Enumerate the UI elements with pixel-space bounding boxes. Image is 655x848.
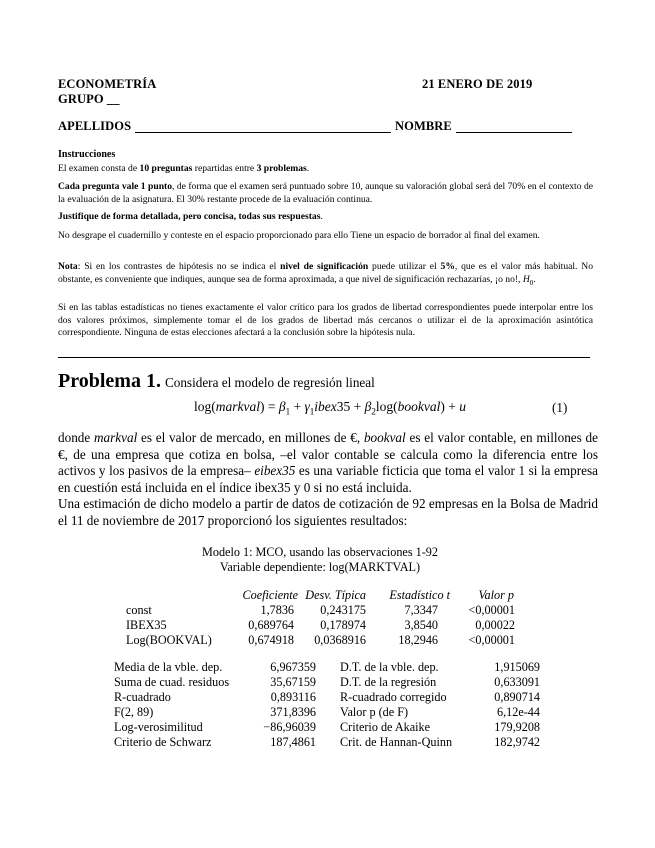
col-header: Coeficiente xyxy=(242,588,298,602)
model-dependent: Variable dependiente: log(MARKTVAL) xyxy=(219,560,421,574)
col-header: Estadístico t xyxy=(389,588,450,602)
problem-paragraph-1: donde markval es el valor de mercado, en millones de €, bookval es el valor contable, en millones de €, de una empresa que cotiza en bolsa, –el valor contable se calcula como la diferencia entre los activos y los pasivos de la empresa– eibex35 es una variable ficticia que toma el valor 1 si la empresa en cuestión está incluida en el índice ibex35 y 0 si no está incluida. xyxy=(58,430,598,495)
coef-variable: IBEX35 xyxy=(126,618,167,632)
coef-se: 0,243175 xyxy=(320,603,366,617)
coef-value: 1,7836 xyxy=(260,603,294,617)
stat-label: Log-verosimilitud xyxy=(114,720,203,734)
section-divider xyxy=(58,357,590,358)
problem-title: Problema 1. xyxy=(58,370,161,392)
regression-equation: log(markval) = $\beta_1$ + $\gamma_1ibex35$ + $\beta_2\log(bookval) + u$ xyxy=(194,399,467,417)
coef-t: 3,8540 xyxy=(404,618,438,632)
stat-label: R-cuadrado xyxy=(114,690,171,704)
coef-variable: Log(BOOKVAL) xyxy=(126,633,212,647)
name-field[interactable] xyxy=(456,132,572,133)
stat-label: F(2, 89) xyxy=(114,705,154,719)
stat-label: D.T. de la regresión xyxy=(340,675,437,689)
coef-value: 0,689764 xyxy=(248,618,294,632)
coef-variable: const xyxy=(126,603,152,617)
instructions-p3: Justifique de forma detallada, pero concisa, todas sus respuestas. xyxy=(58,211,323,222)
instructions-title: Instrucciones xyxy=(58,149,116,160)
instructions-p1: El examen consta de 10 preguntas repartidas entre 3 problemas. xyxy=(58,163,310,174)
stat-label: Crit. de Hannan-Quinn xyxy=(340,735,453,749)
coef-t: 7,3347 xyxy=(404,603,438,617)
stat-value: 35,67159 xyxy=(270,675,316,689)
col-header: Valor p xyxy=(478,588,514,602)
stat-value: 0,890714 xyxy=(494,690,540,704)
stat-value: 6,12e-44 xyxy=(497,705,540,719)
problem-intro: Considera el modelo de regresión lineal xyxy=(164,375,375,390)
stat-label: D.T. de la vble. dep. xyxy=(340,660,439,674)
problem-paragraph-2: Una estimación de dicho modelo a partir de datos de cotización de 92 empresas en la Bolsa de Madrid el 11 de noviembre de 2017 proporcionó los siguientes resultados: xyxy=(58,496,598,528)
surname-label: APELLIDOS xyxy=(58,119,132,133)
stat-label: Valor p (de F) xyxy=(340,705,409,719)
coef-p: 0,00022 xyxy=(475,618,515,632)
stat-value: 1,915069 xyxy=(494,660,540,674)
coef-p: <0,00001 xyxy=(468,633,515,647)
stat-value: −86,96039 xyxy=(263,720,316,734)
instructions-p5: Nota: Si en los contrastes de hipótesis no se indica el nivel de significación puede utilizar el 5%, que es el valor más habitual. No obstante, es conveniente que indiques, aunque sea de forma aproximada, a que nivel de significación rechazarías, ¡o no!, $H_0$. xyxy=(58,261,593,287)
coef-t: 18,2946 xyxy=(398,633,438,647)
exam-date: 21 ENERO DE 2019 xyxy=(422,77,533,91)
stat-label: Criterio de Schwarz xyxy=(114,735,212,749)
stat-value: 187,4861 xyxy=(270,735,316,749)
course-title: ECONOMETRÍA xyxy=(58,77,157,91)
stat-value: 182,9742 xyxy=(494,735,540,749)
stat-value: 371,8396 xyxy=(270,705,316,719)
coef-se: 0,0368916 xyxy=(314,633,366,647)
stat-value: 6,967359 xyxy=(270,660,316,674)
stat-label: Criterio de Akaike xyxy=(340,720,431,734)
stat-label: Media de la vble. dep. xyxy=(114,660,223,674)
model-title: Modelo 1: MCO, usando las observaciones 1-92 xyxy=(202,545,438,559)
stat-label: Suma de cuad. residuos xyxy=(114,675,230,689)
group-label: GRUPO __ xyxy=(58,92,120,106)
surname-field[interactable] xyxy=(135,132,391,133)
stat-value: 0,893116 xyxy=(270,690,316,704)
instructions-p2: Cada pregunta vale 1 punto, de forma que el examen será puntuado sobre 10, aunque su valoración global será del 70% en el contexto de la evaluación de la asignatura. El 30% restante procede de la evaluación continua. xyxy=(58,181,593,205)
coef-se: 0,178974 xyxy=(320,618,366,632)
stat-label: R-cuadrado corregido xyxy=(340,690,447,704)
instructions-p6: Si en las tablas estadísticas no tienes exactamente el valor crítico para los grados de libertad correspondientes puede interpolar entre los dos valores próximos, simplemente tomar el de los grados de libertad más cercanos o utilizar el de la aproximación asintótica correspondiente. Ninguna de estas elecciones afectará a la conclusión sobre la hipótesis nula. xyxy=(58,302,593,339)
col-header: Desv. Típica xyxy=(305,588,366,602)
name-label: NOMBRE xyxy=(395,119,452,133)
stat-value: 179,9208 xyxy=(494,720,540,734)
coef-value: 0,674918 xyxy=(248,633,294,647)
problem-heading xyxy=(58,370,375,393)
equation-number: (1) xyxy=(552,400,568,415)
instructions-p4: No desgrape el cuadernillo y conteste en el espacio proporcionado para ello Tiene un espacio de borrador al final del examen. xyxy=(58,230,540,241)
stat-value: 0,633091 xyxy=(494,675,540,689)
coef-p: <0,00001 xyxy=(468,603,515,617)
